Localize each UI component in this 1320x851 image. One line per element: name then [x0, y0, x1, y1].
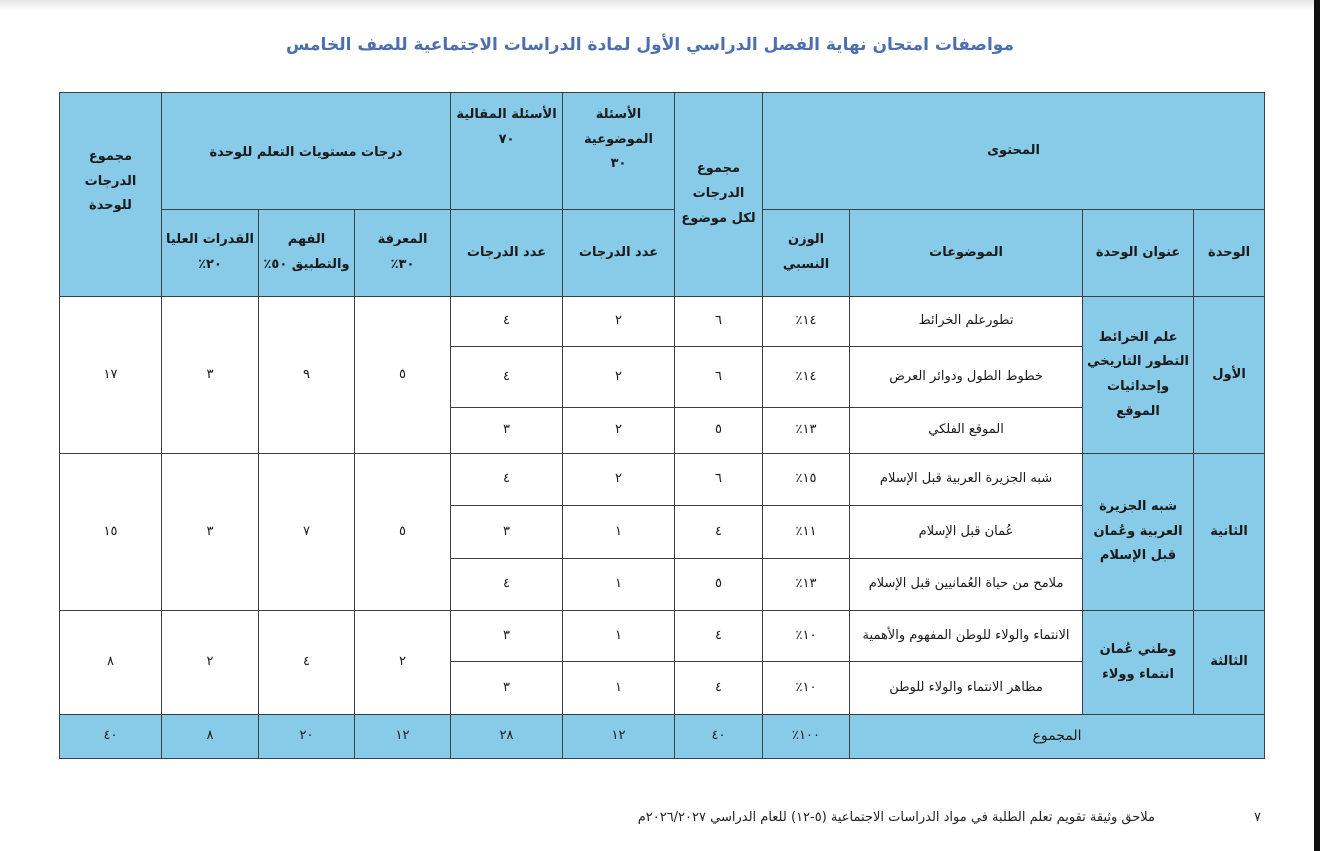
- essay-cell: ٤: [451, 454, 563, 506]
- totals-objective: ١٢: [563, 715, 675, 759]
- essay-cell: ٣: [451, 662, 563, 715]
- topic-cell: خطوط الطول ودوائر العرض: [850, 347, 1083, 408]
- topic-cell: شبه الجزيرة العربية قبل الإسلام: [850, 454, 1083, 506]
- essay-questions-label: الأسئلة المقالية: [456, 107, 557, 122]
- essay-cell: ٤: [451, 347, 563, 408]
- higher-cell: ٣: [162, 454, 259, 611]
- objective-questions-label: الأسئلة الموضوعية: [584, 107, 653, 147]
- totals-unit-total: ٤٠: [60, 715, 162, 759]
- totals-row: [60, 715, 1265, 759]
- unit-title-cell: وطني عُمان انتماء وولاء: [1083, 611, 1194, 715]
- higher-pct: ٢٠٪: [198, 257, 222, 272]
- essay-cell: ٣: [451, 408, 563, 454]
- understanding-cell: ٧: [259, 454, 355, 611]
- knowledge-pct: ٣٠٪: [390, 257, 415, 272]
- learning-levels-header: درجات مستويات التعلم للوحدة: [162, 93, 451, 210]
- totals-topic-total: ٤٠: [675, 715, 763, 759]
- objective-cell: ١: [563, 506, 675, 559]
- total-per-topic-header: مجموع الدرجات لكل موضوع: [675, 93, 763, 297]
- understanding-cell: ٤: [259, 611, 355, 715]
- topic-total-cell: ٦: [675, 347, 763, 408]
- objective-cell: ٢: [563, 297, 675, 347]
- unit-title-cell: علم الخرائط التطور التاريخي وإحداثيات الموقع: [1083, 297, 1194, 454]
- essay-cell: ٣: [451, 611, 563, 662]
- topic-total-cell: ٥: [675, 408, 763, 454]
- essay-cell: ٣: [451, 506, 563, 559]
- higher-label: القدرات العليا: [166, 232, 254, 248]
- topic-cell: الموقع الفلكي: [850, 408, 1083, 454]
- higher-header: [162, 210, 259, 297]
- weight-cell: ١٣٪: [763, 559, 850, 611]
- understanding-header: الفهم والتطبيق ٥٠٪: [259, 210, 355, 297]
- table-row: [60, 297, 1265, 347]
- unit-total-header: مجموع الدرجات للوحدة: [60, 93, 162, 297]
- table-row: [60, 611, 1265, 662]
- topic-cell: تطورعلم الخرائط: [850, 297, 1083, 347]
- unit-cell: الثالثة: [1194, 611, 1265, 715]
- totals-essay: ٢٨: [451, 715, 563, 759]
- weight-cell: ١٠٪: [763, 611, 850, 662]
- topic-total-cell: ٤: [675, 506, 763, 559]
- table-body: [60, 93, 1265, 759]
- header-row-1: [60, 93, 1265, 210]
- higher-cell: ٣: [162, 297, 259, 454]
- content-header: المحتوى: [763, 93, 1265, 210]
- unit-cell: الأول: [1194, 297, 1265, 454]
- unit-total-cell: ٨: [60, 611, 162, 715]
- totals-label: المجموع: [850, 715, 1265, 759]
- objective-cell: ١: [563, 662, 675, 715]
- topic-cell: ملامح من حياة العُمانيين قبل الإسلام: [850, 559, 1083, 611]
- header-row-2: [60, 210, 1265, 297]
- knowledge-cell: ٢: [355, 611, 451, 715]
- topics-header: الموضوعات: [850, 210, 1083, 297]
- essay-questions-total: ٧٠: [498, 131, 515, 147]
- unit-title-cell: شبه الجزيرة العربية وعُمان قبل الإسلام: [1083, 454, 1194, 611]
- weight-cell: ١٥٪: [763, 454, 850, 506]
- essay-grades-header: عدد الدرجات: [451, 210, 563, 297]
- objective-cell: ١: [563, 559, 675, 611]
- page-title: مواصفات امتحان نهاية الفصل الدراسي الأول لمادة الدراسات الاجتماعية للصف الخامس: [286, 35, 1014, 55]
- totals-weight: ١٠٠٪: [763, 715, 850, 759]
- objective-cell: ٢: [563, 347, 675, 408]
- unit-title-header: عنوان الوحدة: [1083, 210, 1194, 297]
- totals-knowledge: ١٢: [355, 715, 451, 759]
- weight-cell: ١٣٪: [763, 408, 850, 454]
- objective-questions-total: ٣٠: [610, 156, 627, 172]
- knowledge-label: المعرفة: [377, 232, 428, 248]
- knowledge-header: [355, 210, 451, 297]
- weight-header: الوزن النسبي: [763, 210, 850, 297]
- unit-total-cell: ١٧: [60, 297, 162, 454]
- objective-cell: ٢: [563, 454, 675, 506]
- topic-total-cell: ٦: [675, 454, 763, 506]
- unit-total-cell: ١٥: [60, 454, 162, 611]
- essay-cell: ٤: [451, 297, 563, 347]
- weight-cell: ١٤٪: [763, 297, 850, 347]
- objective-cell: ١: [563, 611, 675, 662]
- topic-cell: عُمان قبل الإسلام: [850, 506, 1083, 559]
- objective-questions-header: [563, 93, 675, 210]
- objective-grades-header: عدد الدرجات: [563, 210, 675, 297]
- topic-cell: مظاهر الانتماء والولاء للوطن: [850, 662, 1083, 715]
- topic-total-cell: ٦: [675, 297, 763, 347]
- topic-total-cell: ٤: [675, 662, 763, 715]
- page-number: ٧: [1254, 810, 1261, 825]
- knowledge-cell: ٥: [355, 454, 451, 611]
- right-edge: [1314, 0, 1320, 851]
- topic-total-cell: ٥: [675, 559, 763, 611]
- topic-total-cell: ٤: [675, 611, 763, 662]
- exam-spec-table: [59, 92, 1265, 759]
- unit-header: الوحدة: [1194, 210, 1265, 297]
- footer-text: ملاحق وثيقة تقويم تعلم الطلبة في مواد الدراسات الاجتماعية (٥-١٢) للعام الدراسي ٢٠٢٦/٢٠٢٧م: [637, 810, 1155, 825]
- higher-cell: ٢: [162, 611, 259, 715]
- weight-cell: ١٤٪: [763, 347, 850, 408]
- essay-cell: ٤: [451, 559, 563, 611]
- objective-cell: ٢: [563, 408, 675, 454]
- weight-cell: ١١٪: [763, 506, 850, 559]
- totals-understanding: ٢٠: [259, 715, 355, 759]
- knowledge-cell: ٥: [355, 297, 451, 454]
- topic-cell: الانتماء والولاء للوطن المفهوم والأهمية: [850, 611, 1083, 662]
- unit-cell: الثانية: [1194, 454, 1265, 611]
- top-edge: [0, 0, 1320, 10]
- totals-higher: ٨: [162, 715, 259, 759]
- understanding-cell: ٩: [259, 297, 355, 454]
- essay-questions-header: [451, 93, 563, 210]
- weight-cell: ١٠٪: [763, 662, 850, 715]
- table-row: [60, 454, 1265, 506]
